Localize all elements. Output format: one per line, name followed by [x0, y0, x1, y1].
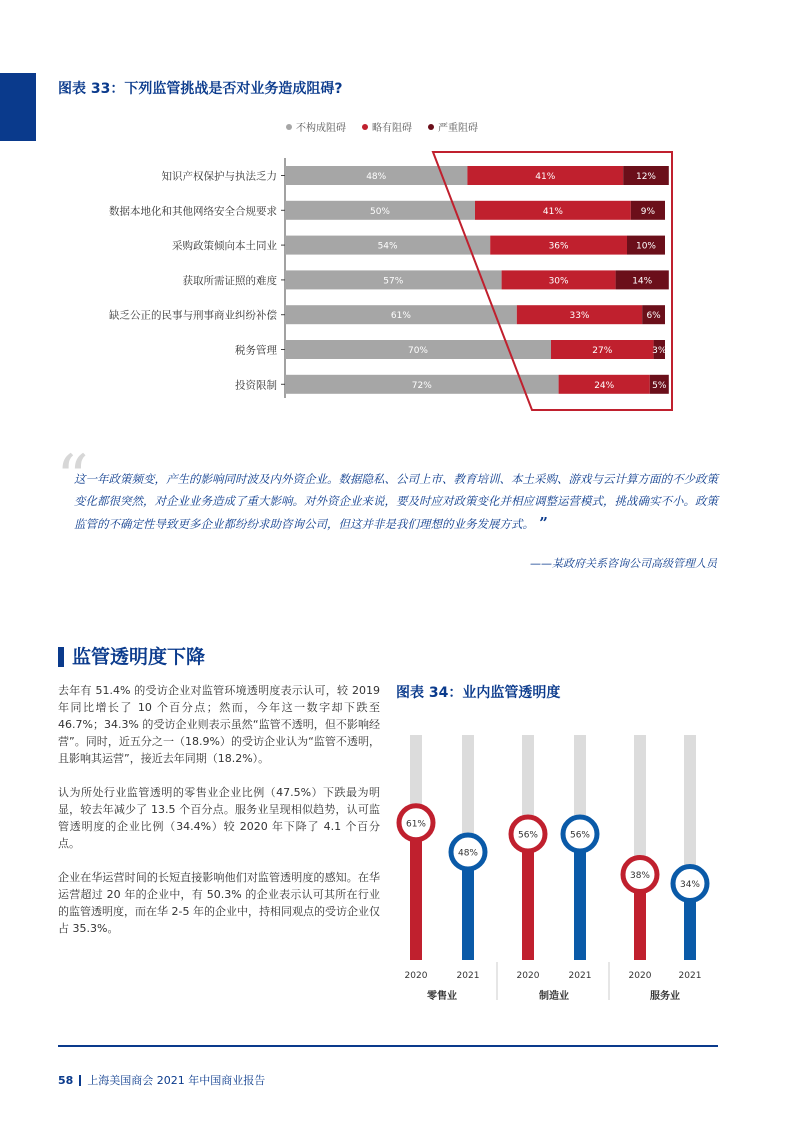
- footer-text: 上海美国商会 2021 年中国商业报告: [87, 1074, 266, 1087]
- page-number: 58: [58, 1073, 74, 1087]
- bar-label-2-3: 9%: [640, 206, 656, 217]
- year-label-3-2: 2021: [678, 971, 702, 981]
- bar-label-3-3: 10%: [635, 241, 657, 252]
- category-label-3: 采购政策倾向本土同业: [172, 240, 277, 253]
- legend-label-slight: 略有阻碍: [372, 123, 412, 134]
- year-label-1-1: 2020: [404, 971, 428, 981]
- value-label-2-2: 56%: [569, 830, 591, 841]
- legend-label-none: 不构成阻碍: [296, 123, 346, 134]
- open-quote-icon: “: [56, 442, 89, 516]
- body-paragraph-3: 企业在华运营时间的长短直接影响他们对监管透明度的感知。在华运营超过 20 年的企业中，有 50.3% 的企业表示认可其所在行业的监管透明度，而在华 2-5 年的企业中，持相同观点的受访企业仅占 35.3%。: [58, 871, 380, 935]
- value-label-1-2: 48%: [457, 848, 479, 859]
- value-label-2-1: 56%: [517, 830, 539, 841]
- body-paragraph-1: 去年有 51.4% 的受访企业对监管环境透明度表示认可，较 2019 年同比增长了 10 个百分点；然而，今年这一数字却下跌至 46.7%；34.3% 的受访企业则表示虽然“监管不透明，但不影响经营”。同时，近五分之一（18.9%）的受访企业认为“监管不透明，且影响其运营”，接近去年同期（18.2%）。: [58, 684, 380, 765]
- bar-label-6-2: 27%: [592, 346, 613, 356]
- bar-label-3-2: 36%: [548, 241, 569, 252]
- quote-source: ——某政府关系咨询公司高级管理人员: [530, 557, 717, 570]
- category-label-1: 知识产权保护与执法乏力: [161, 170, 277, 183]
- close-quote-icon: ”: [534, 514, 548, 532]
- bar-label-1-2: 41%: [535, 172, 556, 182]
- footer-rule: [58, 1045, 718, 1047]
- value-label-1-1: 61%: [405, 819, 427, 830]
- group-label-1: 零售业: [427, 991, 457, 1002]
- bar-label-1-3: 12%: [635, 172, 657, 182]
- bar-label-5-2: 33%: [569, 311, 590, 322]
- bar-label-4-3: 14%: [632, 276, 653, 287]
- year-label-2-2: 2021: [568, 971, 592, 981]
- bar-label-7-3: 5%: [652, 380, 667, 391]
- bar-label-2-2: 41%: [542, 206, 563, 217]
- value-bar-1-1: [410, 823, 422, 960]
- value-label-3-1: 38%: [629, 871, 651, 881]
- bar-label-4-2: 30%: [548, 276, 569, 287]
- year-label-3-1: 2020: [628, 971, 652, 981]
- legend-label-severe: 严重阻碍: [438, 123, 478, 134]
- group-label-3: 服务业: [650, 991, 680, 1002]
- bar-label-7-2: 24%: [594, 380, 615, 391]
- bar-label-6-1: 70%: [407, 346, 429, 356]
- figure-34-title: 图表 34：业内监管透明度: [396, 685, 561, 701]
- figure-33-title: 图表 33：下列监管挑战是否对业务造成阻碍?: [58, 81, 343, 97]
- category-label-2: 数据本地化和其他网络安全合规要求: [109, 205, 277, 218]
- bar-label-6-3: 3%: [652, 346, 667, 356]
- bar-label-5-3: 6%: [646, 311, 661, 322]
- footer-separator: [79, 1075, 81, 1086]
- bar-label-7-1: 72%: [411, 380, 432, 391]
- bar-label-3-1: 54%: [377, 241, 398, 252]
- group-label-2: 制造业: [539, 991, 569, 1002]
- year-label-2-1: 2020: [516, 971, 540, 981]
- category-label-4: 获取所需证照的难度: [182, 274, 277, 287]
- bar-label-4-1: 57%: [383, 276, 404, 287]
- bar-label-5-1: 61%: [390, 311, 411, 322]
- year-label-1-2: 2021: [456, 971, 480, 981]
- section-title: 监管透明度下降: [72, 646, 206, 668]
- bar-label-1-1: 48%: [366, 172, 387, 182]
- bar-label-2-1: 50%: [369, 206, 391, 217]
- category-label-7: 投资限制: [235, 379, 277, 392]
- footer: [58, 1072, 265, 1088]
- category-label-6: 税务管理: [235, 344, 277, 357]
- body-paragraph-2: 认为所处行业监管透明的零售业企业比例（47.5%）下跌最为明显，较去年减少了 13.5 个百分点。服务业呈现相似趋势，认可监管透明度的企业比例（34.4%）较 2020 年下降了 4.1 个百分点。: [58, 786, 380, 850]
- quote-text: 这一年政策频变，产生的影响同时波及内外资企业。数据隐私、公司上市、教育培训、本土采购、游戏与云计算方面的不少政策变化都很突然，对企业业务造成了重大影响。对外资企业来说，要及时应对政策变化并相应调整运营模式，挑战确实不小。政策监管的不确定性导致更多企业都纷纷求助咨询公司，但这并非是我们理想的业务发展方式。: [74, 472, 718, 531]
- category-label-5: 缺乏公正的民事与刑事商业纠纷补偿: [109, 309, 277, 322]
- value-label-3-2: 34%: [679, 880, 701, 890]
